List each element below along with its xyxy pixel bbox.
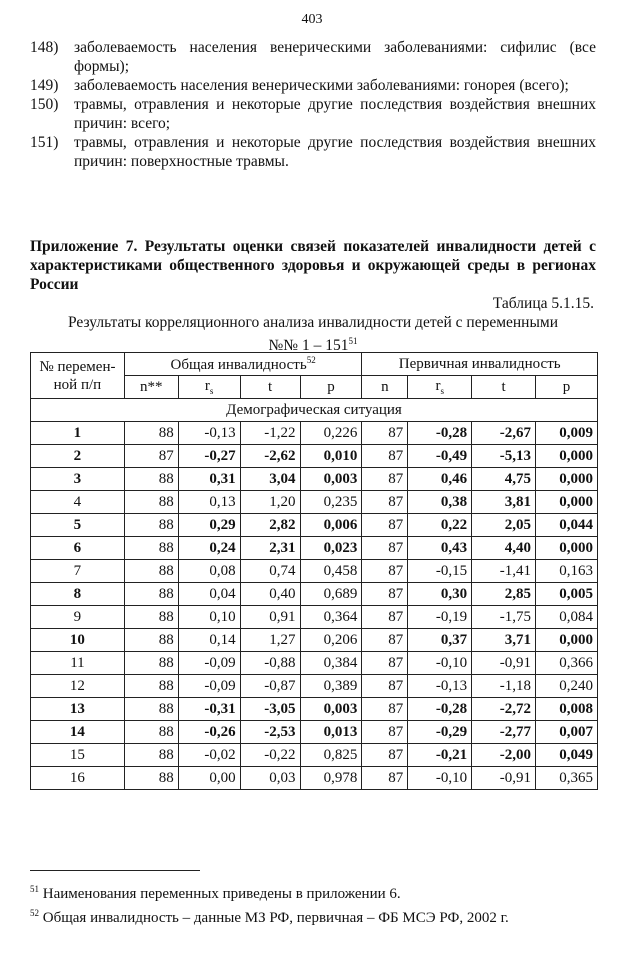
list-item-text: травмы, отравления и некоторые другие последствия воздействия внешних причин: всего; (74, 96, 596, 132)
cell-n-primary: 87 (362, 583, 408, 606)
cell-t-primary: 4,40 (472, 537, 536, 560)
cell-variable-id: 15 (31, 744, 125, 767)
table-caption-range: №№ 1 – 151 (268, 337, 349, 355)
header-p: p (536, 376, 598, 399)
table-row (31, 583, 598, 606)
cell-rs-primary: -0,28 (408, 422, 472, 445)
cell-rs-primary: 0,43 (408, 537, 472, 560)
cell-n-primary: 87 (362, 537, 408, 560)
cell-p-total: 0,023 (300, 537, 362, 560)
cell-rs-total: -0,26 (178, 721, 240, 744)
cell-t-primary: -2,72 (472, 698, 536, 721)
cell-t-total: -1,22 (240, 422, 300, 445)
cell-p-primary: 0,163 (536, 560, 598, 583)
cell-p-total: 0,013 (300, 721, 362, 744)
cell-rs-total: 0,04 (178, 583, 240, 606)
cell-p-primary: 0,009 (536, 422, 598, 445)
cell-p-primary: 0,000 (536, 537, 598, 560)
cell-rs-total: -0,31 (178, 698, 240, 721)
cell-rs-primary: -0,29 (408, 721, 472, 744)
cell-t-primary: -1,41 (472, 560, 536, 583)
cell-n-primary: 87 (362, 721, 408, 744)
cell-p-primary: 0,365 (536, 767, 598, 790)
page-number: 403 (301, 12, 323, 27)
cell-t-primary: -2,67 (472, 422, 536, 445)
cell-p-primary: 0,000 (536, 445, 598, 468)
appendix-heading: Приложение 7. Результаты оценки связей показателей инвалидности детей с характеристиками общественного здоровья и окружающей среды в регионах России (30, 238, 596, 293)
header-rs (408, 376, 472, 399)
table-row (31, 721, 598, 744)
cell-t-primary: -1,18 (472, 675, 536, 698)
cell-n-primary: 87 (362, 422, 408, 445)
cell-t-total: 0,91 (240, 606, 300, 629)
cell-rs-total: 0,31 (178, 468, 240, 491)
cell-p-primary: 0,000 (536, 629, 598, 652)
cell-t-primary: 3,71 (472, 629, 536, 652)
cell-rs-total: -0,09 (178, 652, 240, 675)
cell-p-total: 0,689 (300, 583, 362, 606)
cell-variable-id: 3 (31, 468, 125, 491)
table-row (31, 491, 598, 514)
cell-rs-total: 0,29 (178, 514, 240, 537)
list-item-text: заболеваемость населения венерическими заболеваниями: сифилис (все формы); (74, 39, 596, 75)
cell-rs-total: -0,02 (178, 744, 240, 767)
cell-rs-primary: -0,15 (408, 560, 472, 583)
table-caption (30, 314, 596, 355)
cell-n-primary: 87 (362, 491, 408, 514)
cell-p-total: 0,226 (300, 422, 362, 445)
cell-n-primary: 87 (362, 744, 408, 767)
cell-p-primary: 0,008 (536, 698, 598, 721)
footnote-divider (30, 870, 200, 871)
cell-rs-total: 0,14 (178, 629, 240, 652)
cell-rs-total: -0,09 (178, 675, 240, 698)
cell-t-primary: 3,81 (472, 491, 536, 514)
cell-p-total: 0,364 (300, 606, 362, 629)
cell-t-total: 0,40 (240, 583, 300, 606)
table-row (31, 560, 598, 583)
cell-variable-id: 13 (31, 698, 125, 721)
cell-t-total: -3,05 (240, 698, 300, 721)
table-row (31, 629, 598, 652)
cell-t-total: -0,88 (240, 652, 300, 675)
cell-n-total: 88 (124, 721, 178, 744)
cell-n-total: 88 (124, 468, 178, 491)
cell-rs-primary: -0,13 (408, 675, 472, 698)
list-item-text: заболеваемость населения венерическими заболеваниями: гонорея (всего); (74, 77, 569, 94)
cell-rs-total: 0,24 (178, 537, 240, 560)
table-row (31, 675, 598, 698)
cell-t-total: 2,82 (240, 514, 300, 537)
cell-n-primary: 87 (362, 606, 408, 629)
table-row (31, 537, 598, 560)
cell-rs-primary: -0,28 (408, 698, 472, 721)
cell-t-primary: -5,13 (472, 445, 536, 468)
cell-t-total: 1,20 (240, 491, 300, 514)
header-primary-disability: Первичная инвалидность (362, 353, 598, 376)
table-row (31, 514, 598, 537)
cell-rs-primary: 0,46 (408, 468, 472, 491)
cell-p-primary: 0,007 (536, 721, 598, 744)
cell-n-total: 88 (124, 537, 178, 560)
cell-t-total: 2,31 (240, 537, 300, 560)
footnote (30, 880, 596, 904)
list-item-number: 150) (30, 96, 59, 113)
cell-p-primary: 0,044 (536, 514, 598, 537)
table-row (31, 445, 598, 468)
cell-p-total: 0,458 (300, 560, 362, 583)
table-row (31, 422, 598, 445)
table-row (31, 468, 598, 491)
cell-n-primary: 87 (362, 468, 408, 491)
cell-variable-id: 2 (31, 445, 125, 468)
header-rs-label: r (204, 378, 210, 394)
cell-n-total: 88 (124, 675, 178, 698)
cell-t-primary: 4,75 (472, 468, 536, 491)
cell-p-total: 0,389 (300, 675, 362, 698)
cell-n-total: 87 (124, 445, 178, 468)
cell-n-total: 88 (124, 491, 178, 514)
cell-variable-id: 8 (31, 583, 125, 606)
header-rs-sub: s (209, 386, 214, 396)
header-p: p (300, 376, 362, 399)
list-item-number: 151) (30, 134, 59, 151)
cell-n-total: 88 (124, 514, 178, 537)
header-t: t (240, 376, 300, 399)
cell-p-total: 0,010 (300, 445, 362, 468)
cell-n-total: 88 (124, 560, 178, 583)
cell-rs-primary: -0,19 (408, 606, 472, 629)
cell-n-primary: 87 (362, 652, 408, 675)
cell-p-total: 0,978 (300, 767, 362, 790)
header-rs-sub: s (440, 386, 444, 396)
cell-rs-primary: 0,38 (408, 491, 472, 514)
cell-n-primary: 87 (362, 767, 408, 790)
table-row (31, 744, 598, 767)
footnote (30, 904, 596, 928)
cell-p-total: 0,825 (300, 744, 362, 767)
cell-n-total: 88 (124, 629, 178, 652)
footnote-mark: 51 (30, 884, 39, 894)
cell-variable-id: 6 (31, 537, 125, 560)
cell-p-primary: 0,084 (536, 606, 598, 629)
cell-variable-id: 4 (31, 491, 125, 514)
cell-n-total: 88 (124, 606, 178, 629)
cell-variable-id: 10 (31, 629, 125, 652)
list-item (30, 38, 596, 76)
footnote-ref: 51 (348, 336, 358, 346)
header-n: n** (124, 376, 178, 399)
numbered-list (30, 38, 596, 171)
cell-t-primary: 2,85 (472, 583, 536, 606)
table-row (31, 606, 598, 629)
cell-rs-total: 0,00 (178, 767, 240, 790)
cell-variable-id: 1 (31, 422, 125, 445)
list-item (30, 95, 596, 133)
cell-rs-primary: 0,22 (408, 514, 472, 537)
cell-p-total: 0,003 (300, 468, 362, 491)
cell-t-primary: -2,00 (472, 744, 536, 767)
cell-p-primary: 0,000 (536, 468, 598, 491)
list-item-number: 149) (30, 77, 59, 94)
list-item-number: 148) (30, 39, 59, 56)
cell-variable-id: 11 (31, 652, 125, 675)
cell-t-primary: -1,75 (472, 606, 536, 629)
section-row (31, 399, 598, 422)
cell-n-total: 88 (124, 698, 178, 721)
cell-n-primary: 87 (362, 445, 408, 468)
cell-n-total: 88 (124, 422, 178, 445)
cell-t-primary: -2,77 (472, 721, 536, 744)
cell-t-total: -2,62 (240, 445, 300, 468)
cell-rs-total: -0,13 (178, 422, 240, 445)
cell-n-total: 88 (124, 744, 178, 767)
cell-n-primary: 87 (362, 698, 408, 721)
cell-t-primary: -0,91 (472, 652, 536, 675)
cell-rs-total: 0,10 (178, 606, 240, 629)
cell-variable-id: 12 (31, 675, 125, 698)
list-item-text: травмы, отравления и некоторые другие последствия воздействия внешних причин: поверхностные травмы. (74, 134, 596, 170)
cell-t-total: 1,27 (240, 629, 300, 652)
cell-variable-id: 16 (31, 767, 125, 790)
cell-rs-primary: 0,30 (408, 583, 472, 606)
table-row (31, 767, 598, 790)
header-n: n (362, 376, 408, 399)
cell-rs-total: 0,13 (178, 491, 240, 514)
footnote-text: Общая инвалидность – данные МЗ РФ, первичная – ФБ МСЭ РФ, 2002 г. (39, 910, 509, 926)
cell-variable-id: 14 (31, 721, 125, 744)
footnote-mark: 52 (30, 908, 39, 918)
cell-t-total: 0,03 (240, 767, 300, 790)
section-title: Демографическая ситуация (31, 399, 598, 422)
table-caption-line1: Результаты корреляционного анализа инвалидности детей с переменными (67, 314, 558, 331)
cell-p-total: 0,235 (300, 491, 362, 514)
header-rs-label: r (435, 378, 441, 394)
cell-t-total: 0,74 (240, 560, 300, 583)
cell-variable-id: 9 (31, 606, 125, 629)
cell-rs-primary: -0,10 (408, 767, 472, 790)
cell-n-primary: 87 (362, 629, 408, 652)
footnote-ref: 52 (306, 354, 316, 365)
cell-p-primary: 0,240 (536, 675, 598, 698)
list-item (30, 76, 596, 95)
cell-rs-total: 0,08 (178, 560, 240, 583)
cell-n-total: 88 (124, 583, 178, 606)
table-label: Таблица 5.1.15. (492, 295, 594, 312)
correlation-table (30, 352, 598, 790)
cell-n-primary: 87 (362, 514, 408, 537)
cell-t-primary: 2,05 (472, 514, 536, 537)
list-item (30, 133, 596, 171)
cell-t-total: -0,87 (240, 675, 300, 698)
cell-p-total: 0,206 (300, 629, 362, 652)
header-t: t (472, 376, 536, 399)
cell-rs-primary: 0,37 (408, 629, 472, 652)
header-total-disability-label: Общая инвалидность (170, 356, 307, 373)
footnote-text: Наименования переменных приведены в приложении 6. (39, 886, 401, 902)
cell-n-total: 88 (124, 652, 178, 675)
cell-p-total: 0,003 (300, 698, 362, 721)
header-rs (178, 376, 240, 399)
cell-n-total: 88 (124, 767, 178, 790)
cell-t-total: -0,22 (240, 744, 300, 767)
cell-t-primary: -0,91 (472, 767, 536, 790)
cell-p-total: 0,006 (300, 514, 362, 537)
cell-variable-id: 7 (31, 560, 125, 583)
cell-p-primary: 0,000 (536, 491, 598, 514)
cell-rs-primary: -0,49 (408, 445, 472, 468)
cell-p-total: 0,384 (300, 652, 362, 675)
cell-variable-id: 5 (31, 514, 125, 537)
table-row (31, 698, 598, 721)
cell-rs-primary: -0,10 (408, 652, 472, 675)
cell-rs-primary: -0,21 (408, 744, 472, 767)
header-variable-number: № перемен-ной п/п (31, 353, 125, 399)
cell-n-primary: 87 (362, 675, 408, 698)
header-total-disability (124, 353, 362, 376)
cell-p-primary: 0,366 (536, 652, 598, 675)
cell-rs-total: -0,27 (178, 445, 240, 468)
table-row (31, 652, 598, 675)
cell-p-primary: 0,005 (536, 583, 598, 606)
footnotes (30, 880, 596, 928)
cell-n-primary: 87 (362, 560, 408, 583)
cell-p-primary: 0,049 (536, 744, 598, 767)
cell-t-total: -2,53 (240, 721, 300, 744)
cell-t-total: 3,04 (240, 468, 300, 491)
